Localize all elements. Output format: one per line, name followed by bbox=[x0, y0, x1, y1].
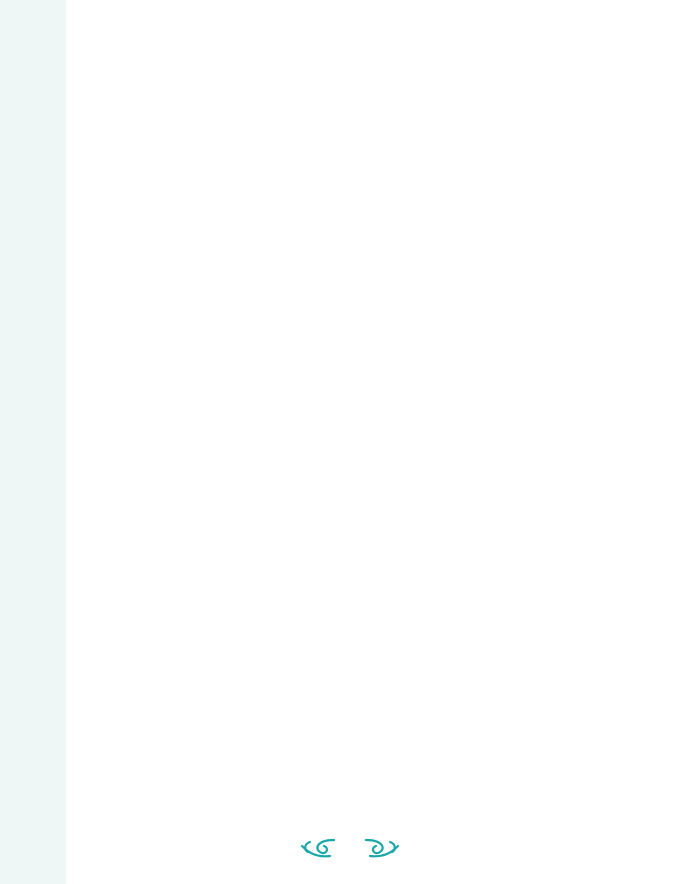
swirl-left-icon bbox=[302, 840, 334, 856]
swirl-right-icon bbox=[366, 840, 398, 856]
page-footer bbox=[0, 836, 700, 860]
ornament-border-icon bbox=[0, 0, 66, 884]
